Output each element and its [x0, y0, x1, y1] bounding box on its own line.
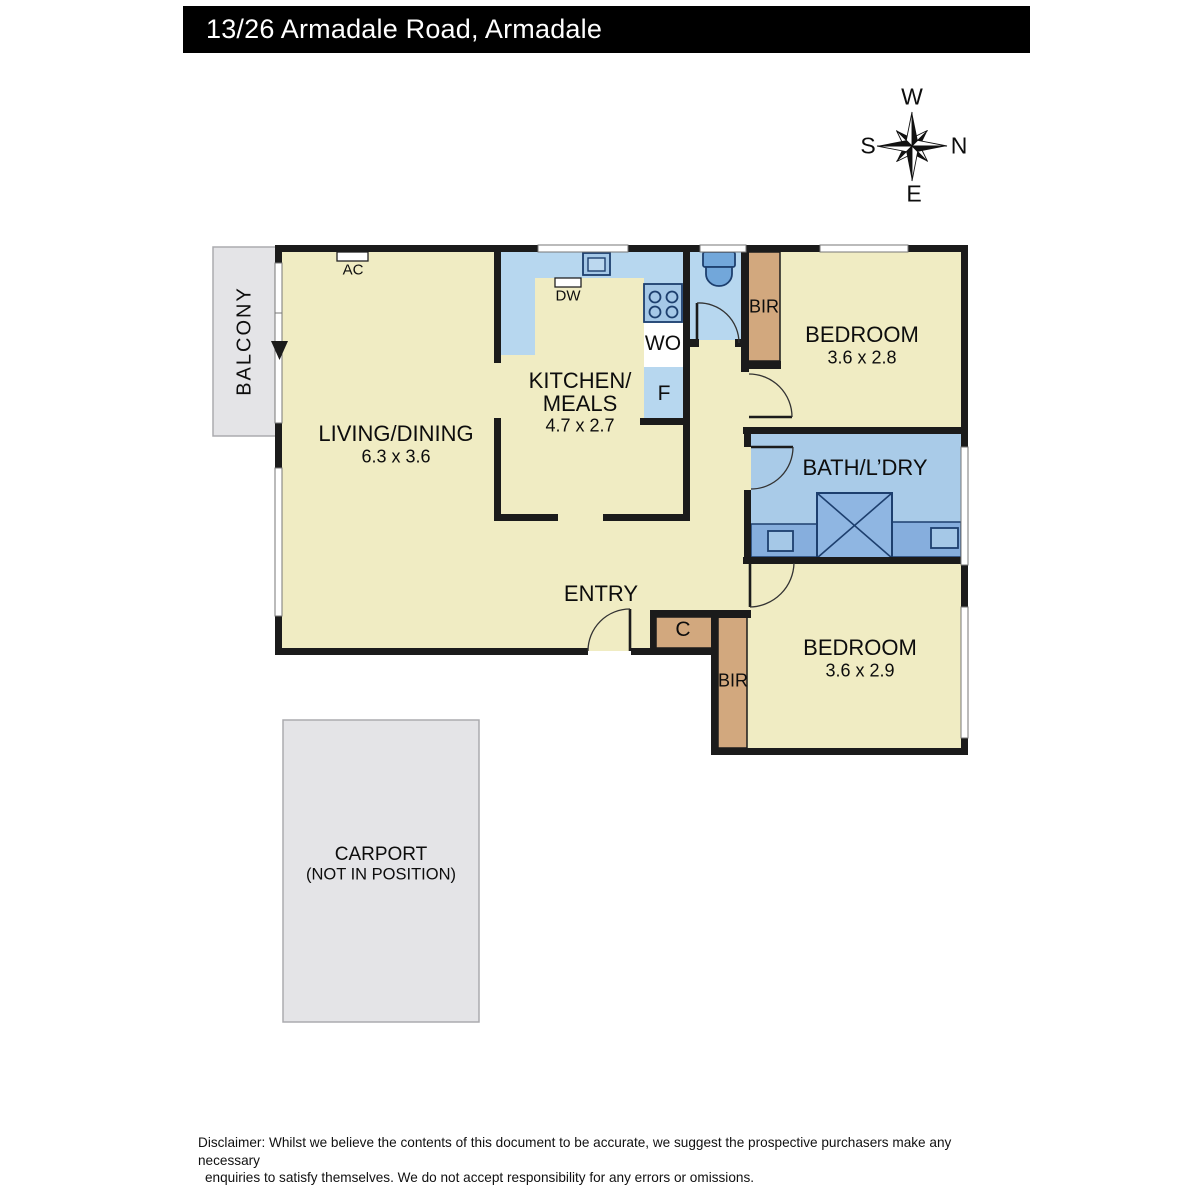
dishwasher-icon	[555, 278, 581, 287]
carport-note: (NOT IN POSITION)	[305, 865, 457, 884]
window	[275, 468, 282, 616]
ac-label: AC	[342, 261, 364, 279]
compass-rose-icon	[877, 112, 947, 181]
window	[961, 607, 968, 738]
bedroom1-dims: 3.6 x 2.8	[827, 347, 897, 368]
dw-label: DW	[555, 287, 581, 305]
bath-laundry-label: BATH/L’DRY	[802, 455, 928, 480]
toilet-bowl-icon	[706, 267, 732, 286]
window	[538, 245, 628, 252]
window	[961, 447, 968, 565]
bir2-label: BIR	[717, 670, 749, 691]
window	[700, 245, 746, 252]
kitchen-dims: 4.7 x 2.7	[545, 415, 615, 436]
title-bar	[183, 6, 1030, 53]
compass-south-label: S	[860, 132, 876, 159]
kitchen-counter-left	[501, 252, 535, 355]
carport-label: CARPORT	[334, 844, 428, 865]
window	[820, 245, 908, 252]
fridge-label: F	[657, 382, 671, 405]
balcony-label: BALCONY	[233, 286, 256, 396]
bedroom2-dims: 3.6 x 2.9	[825, 660, 895, 681]
compass-west-label: W	[901, 83, 923, 110]
ac-unit-icon	[337, 252, 368, 261]
compass-east-label: E	[906, 180, 922, 207]
disclaimer-line1: Disclaimer: Whilst we believe the contents of this document to be accurate, we suggest the prospective purchasers make any necessary	[198, 1135, 952, 1168]
page-title: 13/26 Armadale Road, Armadale	[206, 14, 603, 44]
living-room-label: LIVING/DINING	[318, 421, 474, 446]
bedroom2-label: BEDROOM	[803, 635, 917, 660]
bedroom1-label: BEDROOM	[805, 322, 919, 347]
kitchen-label-line2: MEALS	[542, 391, 618, 416]
vanity-icon	[931, 528, 958, 548]
wall-oven-label: WO	[644, 332, 682, 355]
entry-label: ENTRY	[563, 581, 639, 606]
kitchen-label-line1: KITCHEN/	[528, 368, 632, 393]
cupboard-label: C	[675, 618, 691, 641]
compass-north-label: N	[950, 132, 968, 159]
disclaimer-line2: enquiries to satisfy themselves. We do not accept responsibility for any errors or omissions.	[205, 1170, 755, 1185]
toilet-tank-icon	[703, 252, 735, 267]
vanity-icon	[768, 531, 793, 551]
sink-bowl-icon	[588, 258, 605, 271]
disclaimer	[198, 1134, 1013, 1187]
bir1-label: BIR	[748, 296, 780, 317]
living-room-dims: 6.3 x 3.6	[361, 446, 431, 467]
